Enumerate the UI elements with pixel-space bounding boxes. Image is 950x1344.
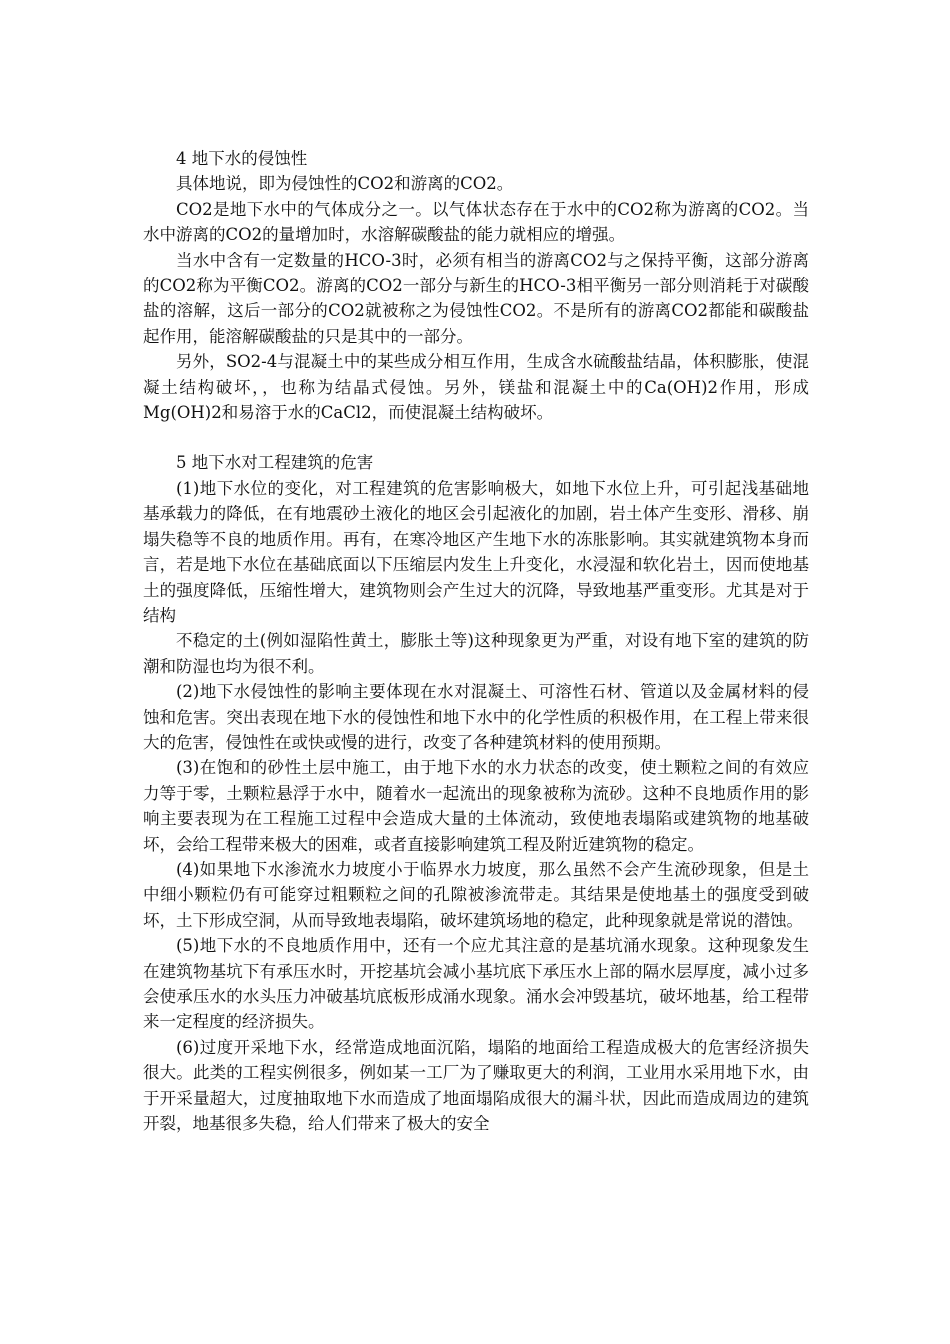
paragraph: (6)过度开采地下水，经常造成地面沉陷，塌陷的地面给工程造成极大的危害经济损失很大。此类的工程实例很多，例如某一工厂为了赚取更大的利润，工业用水采用地下水，由于开采量超大，过度抽取地下水而造成了地面塌陷成很大的漏斗状，因此而造成周边的建筑开裂，地基很多失稳，给人们带来了极大的安全: [143, 1037, 809, 1134]
paragraph: (2)地下水侵蚀性的影响主要体现在水对混凝土、可溶性石材、管道以及金属材料的侵蚀和危害。突出表现在地下水的侵蚀性和地下水中的化学性质的积极作用，在工程上带来很大的危害，侵蚀性在或快或慢的进行，改变了各种建筑材料的使用预期。: [143, 682, 809, 752]
document-body: [143, 146, 809, 1136]
section-spacer: [143, 425, 809, 450]
paragraph: 当水中含有一定数量的HCO-3时，必须有相当的游离CO2与之保持平衡，这部分游离的CO2称为平衡CO2。游离的CO2一部分与新生的HCO-3相平衡另一部分则消耗于对碳酸盐的溶解，这后一部分的CO2就被称之为侵蚀性CO2。不是所有的游离CO2都能和碳酸盐起作用，能溶解碳酸盐的只是其中的一部分。: [143, 250, 809, 346]
section-heading: 4 地下水的侵蚀性: [176, 149, 308, 168]
paragraph: 不稳定的土(例如湿陷性黄土，膨胀土等)这种现象更为严重，对设有地下室的建筑的防潮和防湿也均为很不利。: [143, 631, 809, 676]
paragraph: (5)地下水的不良地质作用中，还有一个应尤其注意的是基坑涌水现象。这种现象发生在建筑物基坑下有承压水时，开挖基坑会减小基坑底下承压水上部的隔水层厚度，减小过多会使承压水的水头压力冲破基坑底板形成涌水现象。涌水会冲毁基坑，破坏地基，给工程带来一定程度的经济损失。: [143, 936, 809, 1032]
paragraph: (1)地下水位的变化，对工程建筑的危害影响极大，如地下水位上升，可引起浅基础地基承载力的降低，在有地震砂土液化的地区会引起液化的加剧，岩土体产生变形、滑移、崩塌失稳等不良的地质作用。再有，在寒冷地区产生地下水的冻胀影响。其实就建筑物本身而言，若是地下水位在基础底面以下压缩层内发生上升变化，水浸湿和软化岩土，因而使地基土的强度降低，压缩性增大，建筑物则会产生过大的沉降，导致地基严重变形。尤其是对于结构: [143, 478, 809, 625]
paragraph: CO2是地下水中的气体成分之一。以气体状态存在于水中的CO2称为游离的CO2。当水中游离的CO2的量增加时，水溶解碳酸盐的能力就相应的增强。: [143, 199, 809, 245]
paragraph: 具体地说，即为侵蚀性的CO2和游离的CO2。: [176, 174, 514, 194]
section-groundwater-corrosion: [143, 146, 809, 425]
section-heading: 5 地下水对工程建筑的危害: [176, 453, 374, 473]
paragraph: 另外，SO2-4与混凝土中的某些成分相互作用，生成含水硫酸盐结晶，体积膨胀，使混凝土结构破坏，，也称为结晶式侵蚀。另外，镁盐和混凝土中的Ca(OH)2作用，形成Mg(OH)2和易溶于水的CaCl2，而使混凝土结构破坏。: [143, 352, 809, 423]
paragraph: (4)如果地下水渗流水力坡度小于临界水力坡度，那么虽然不会产生流砂现象，但是土中细小颗粒仍有可能穿过粗颗粒之间的孔隙被渗流带走。其结果是使地基土的强度受到破坏，土下形成空洞，从而导致地表塌陷，破坏建筑场地的稳定，此种现象就是常说的潜蚀。: [143, 859, 809, 930]
section-groundwater-hazards: [143, 450, 809, 1136]
paragraph: (3)在饱和的砂性土层中施工，由于地下水的水力状态的改变，使土颗粒之间的有效应力等于零，土颗粒悬浮于水中，随着水一起流出的现象被称为流砂。这种不良地质作用的影响主要表现为在工程施工过程中会造成大量的土体流动，致使地表塌陷或建筑物的地基破坏，会给工程带来极大的困难，或者直接影响建筑工程及附近建筑物的稳定。: [143, 758, 809, 854]
